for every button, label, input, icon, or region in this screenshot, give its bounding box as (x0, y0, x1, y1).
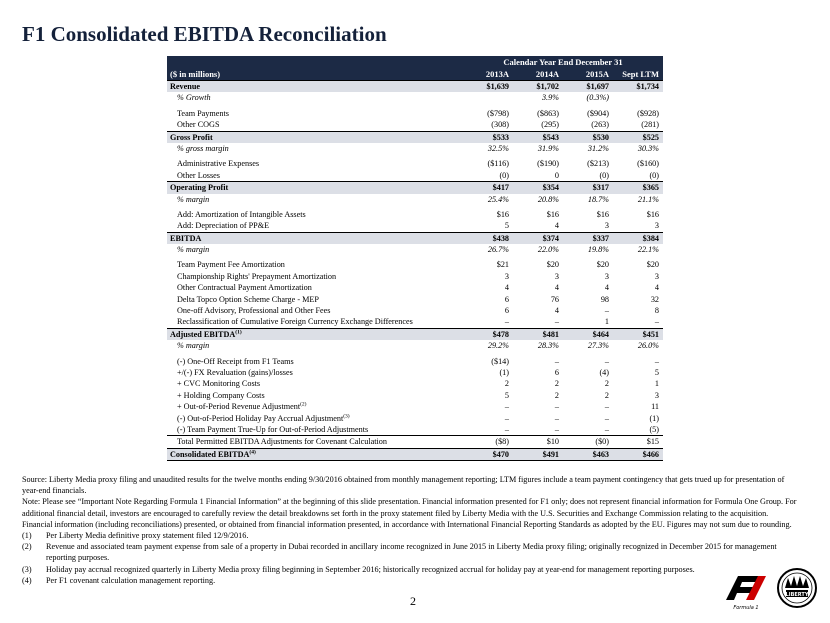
row-label-text: (-) Team Payment True-Up for Out-of-Period Adjustments (177, 424, 369, 434)
row-label-text: + CVC Monitoring Costs (177, 379, 261, 389)
table-row (167, 119, 663, 130)
row-label (167, 294, 463, 305)
cell-value: $525 (642, 132, 659, 142)
row-label-text: Consolidated EBITDA (170, 449, 250, 459)
row-label-text: (-) Out-of-Period Holiday Pay Accrual Adjustment (177, 413, 344, 423)
table-header-top (167, 56, 663, 68)
cell-value: (0) (599, 170, 609, 180)
table-row (167, 244, 663, 255)
page-title: F1 Consolidated EBITDA Reconciliation (22, 22, 387, 46)
cell-value: 4 (654, 283, 659, 293)
cell-value: ($116) (487, 159, 509, 169)
footnote (22, 530, 797, 541)
cell-value: – (504, 317, 509, 327)
cell-value: (263) (591, 120, 609, 130)
cell-value: 21.1% (637, 194, 659, 204)
row-label (167, 108, 463, 119)
cell-value: $417 (492, 183, 509, 193)
cell-value: $15 (646, 437, 659, 447)
row-label-text: Administrative Expenses (177, 159, 260, 169)
cell-value: 2 (604, 379, 609, 389)
source-note: Source: Liberty Media proxy filing and unaudited results for the twelve months ending 9/30/2016 obtained from monthly management reporting; LTM figures include a team payment contingency that gets trued up for presentation of year-end financials. (22, 475, 785, 496)
cell-value: 32.5% (487, 143, 509, 153)
table-row (167, 181, 663, 193)
cell-value: 4 (554, 283, 559, 293)
row-label-text: Delta Topco Option Scheme Charge - MEP (177, 294, 319, 304)
row-label (167, 271, 463, 282)
cell-value: ($863) (537, 108, 559, 118)
row-label (167, 143, 463, 154)
cell-value: – (604, 402, 609, 412)
row-label (167, 282, 463, 293)
unit-label: ($ in millions) (170, 69, 221, 79)
cell-value: – (504, 424, 509, 434)
row-label-text: EBITDA (170, 233, 202, 243)
row-label-text: Championship Rights' Prepayment Amortization (177, 271, 337, 281)
cell-value: $317 (592, 183, 609, 193)
row-label-text: +/(-) FX Revaluation (gains)/losses (177, 367, 293, 377)
cell-value: (308) (491, 120, 509, 130)
cell-value: $1,734 (636, 82, 659, 91)
row-label (167, 329, 463, 340)
cell-value: 5 (504, 221, 509, 231)
cell-value: (1) (499, 367, 509, 377)
cell-value: $16 (496, 209, 509, 219)
cell-value: – (504, 413, 509, 423)
row-label (167, 259, 463, 270)
row-label-text: Add: Amortization of Intangible Assets (177, 209, 306, 219)
liberty-logo-icon (776, 566, 818, 610)
row-label-text: + Holding Company Costs (177, 390, 265, 400)
cell-value: $1,697 (586, 82, 609, 91)
cell-value: 3 (504, 271, 509, 281)
cell-value: 11 (651, 402, 659, 412)
row-label (167, 378, 463, 389)
row-label (167, 119, 463, 130)
row-label-text: % gross margin (177, 143, 229, 153)
column-header: 2015A (585, 69, 609, 79)
row-label-text: Revenue (170, 82, 201, 91)
cell-value: 3 (654, 221, 659, 231)
cell-value: $1,702 (536, 82, 559, 91)
cell-value: 5 (504, 390, 509, 400)
table-row (167, 271, 663, 282)
cell-value: $463 (592, 449, 609, 459)
column-header: Sept LTM (622, 69, 659, 79)
row-label (167, 170, 463, 181)
row-label (167, 233, 463, 244)
cell-value: $384 (642, 233, 659, 243)
cell-value: $337 (592, 233, 609, 243)
cell-value: $451 (642, 329, 659, 339)
cell-value: $354 (542, 183, 559, 193)
cell-value: $466 (642, 449, 659, 459)
cell-value: 6 (554, 367, 559, 377)
cell-value: (0.3%) (586, 93, 609, 103)
cell-value: 32 (650, 294, 659, 304)
row-label (167, 401, 463, 412)
cell-value: 3 (654, 390, 659, 400)
row-label-text: % margin (177, 194, 210, 204)
cell-value: 6 (504, 306, 509, 316)
cell-value: – (604, 424, 609, 434)
row-label (167, 356, 463, 367)
row-label (167, 390, 463, 401)
footnote-number: (1) (22, 531, 32, 541)
cell-value: 2 (604, 390, 609, 400)
column-header: 2013A (485, 69, 509, 79)
cell-value: – (604, 356, 609, 366)
table-row (167, 220, 663, 231)
row-label-text: Adjusted EBITDA (170, 329, 236, 339)
cell-value: 30.3% (637, 143, 659, 153)
cell-value: $21 (496, 260, 509, 270)
footnote-ref: (3) (343, 412, 350, 419)
general-note: Note: Please see “Important Note Regarding Formula 1 Financial Information” at the beginning of this slide presentation. Financial information presented for F1 only; does not represent financial information for Formula One Group. For additional financial detail, investors are encouraged to carefully review the detail breakdowns set forth in the proxy statement filed by Liberty Media with the U.S. Securities and Exchange Commission relating to the acquisition. Financial information (including reconciliations) presented, or obtained from financial information presented, in accordance with International Financial Reporting Standards as adopted by the EU. Figures may not sum due to rounding. (22, 497, 797, 529)
cell-value: $438 (492, 233, 509, 243)
table-row (167, 316, 663, 327)
cell-value: 3 (604, 221, 609, 231)
cell-value: – (654, 317, 659, 327)
row-label (167, 316, 463, 327)
table-row (167, 390, 663, 401)
table-row (167, 259, 663, 270)
cell-value: ($8) (495, 437, 509, 447)
row-label (167, 367, 463, 378)
cell-value: 22.1% (637, 245, 659, 255)
cell-value: $533 (492, 132, 509, 142)
cell-value: 1 (604, 317, 609, 327)
row-label-text: % Growth (177, 93, 211, 103)
formula1-logo-icon (724, 570, 768, 612)
cell-value: 26.7% (487, 245, 509, 255)
cell-value: $20 (596, 260, 609, 270)
cell-value: 27.3% (587, 341, 609, 351)
table-row (167, 158, 663, 169)
row-label (167, 244, 463, 255)
table-row (167, 92, 663, 103)
column-header: 2014A (535, 69, 559, 79)
cell-value: – (554, 413, 559, 423)
cell-value: $10 (546, 437, 559, 447)
row-label (167, 209, 463, 220)
row-label-text: Other Losses (177, 170, 220, 180)
cell-value: $16 (596, 209, 609, 219)
row-label (167, 340, 463, 351)
cell-value: – (654, 356, 659, 366)
calendar-header: Calendar Year End December 31 (503, 57, 623, 67)
cell-value: $1,639 (486, 82, 509, 91)
footnote-number: (4) (22, 575, 32, 585)
cell-value: 26.0% (637, 341, 659, 351)
row-label (167, 194, 463, 205)
cell-value: 2 (554, 390, 559, 400)
cell-value: – (554, 402, 559, 412)
row-label (167, 413, 463, 424)
cell-value: ($904) (587, 108, 609, 118)
cell-value: ($0) (595, 437, 609, 447)
cell-value: 6 (504, 294, 509, 304)
table-row (167, 108, 663, 119)
table-row (167, 328, 663, 340)
footnote-number: (2) (22, 542, 32, 552)
footnote-text: Per Liberty Media definitive proxy statement filed 12/9/2016. (46, 531, 249, 541)
cell-value: 4 (504, 283, 509, 293)
cell-value: $16 (646, 209, 659, 219)
page-number: 2 (410, 594, 416, 608)
row-label-text: Other Contractual Payment Amortization (177, 283, 312, 293)
cell-value: $530 (592, 132, 609, 142)
cell-value: 3.9% (541, 93, 559, 103)
cell-value: $16 (546, 209, 559, 219)
cell-value: $470 (492, 449, 509, 459)
row-label-text: % margin (177, 245, 210, 255)
cell-value: 22.0% (537, 245, 559, 255)
row-label-text: Add: Depreciation of PP&E (177, 221, 270, 231)
cell-value: 98 (600, 294, 609, 304)
table-row (167, 170, 663, 181)
cell-value: 8 (654, 306, 659, 316)
cell-value: ($213) (587, 159, 609, 169)
table-row (167, 131, 663, 143)
table-row (167, 232, 663, 244)
cell-value: – (554, 317, 559, 327)
cell-value: 5 (654, 367, 659, 377)
cell-value: 3 (604, 271, 609, 281)
row-label (167, 92, 463, 103)
row-label (167, 424, 463, 435)
row-label-text: Team Payment Fee Amortization (177, 260, 285, 270)
footnote-text: Holiday pay accrual recognized quarterly in Liberty Media proxy filing beginning in September 2016; historically recognized accrual for holiday pay at year-end for management reporting purposes. (46, 564, 695, 574)
table-row (167, 401, 663, 412)
cell-value: ($928) (637, 108, 659, 118)
cell-value: 3 (654, 271, 659, 281)
cell-value: $491 (542, 449, 559, 459)
cell-value: 25.4% (487, 194, 509, 204)
row-label (167, 182, 463, 193)
footnote-text: Revenue and associated team payment expense from sale of a property in Dubai recorded in ancillary income recognized in June 2015 in Liberty Media proxy filing; originally recognized in December 2015 for management reporting purposes. (46, 542, 777, 563)
cell-value: ($798) (487, 108, 509, 118)
cell-value: 4 (554, 306, 559, 316)
row-label (167, 220, 463, 231)
row-label-text: One-off Advisory, Professional and Other Fees (177, 306, 331, 316)
row-label (167, 449, 463, 460)
footnote-text: Per F1 covenant calculation management reporting. (46, 575, 216, 585)
cell-value: (295) (541, 120, 559, 130)
cell-value: $543 (542, 132, 559, 142)
row-label-text: Team Payments (177, 108, 229, 118)
table-row (167, 413, 663, 424)
table-row (167, 80, 663, 92)
row-label (167, 132, 463, 143)
ebitda-table (167, 56, 663, 461)
table-row (167, 367, 663, 378)
cell-value: 4 (604, 283, 609, 293)
row-label (167, 436, 463, 447)
cell-value: $478 (492, 329, 509, 339)
table-row (167, 356, 663, 367)
cell-value: ($190) (537, 159, 559, 169)
table-row (167, 294, 663, 305)
row-label-text: Reclassification of Cumulative Foreign Currency Exchange Differences (177, 317, 413, 327)
footnote (22, 541, 797, 563)
cell-value: – (554, 356, 559, 366)
row-label (167, 81, 463, 92)
row-label (167, 305, 463, 316)
table-row (167, 305, 663, 316)
cell-value: (1) (649, 413, 659, 423)
footnote-number: (3) (22, 564, 32, 574)
table-row (167, 340, 663, 351)
cell-value (613, 92, 663, 103)
row-label (167, 158, 463, 169)
footnote-ref: (1) (235, 329, 242, 336)
table-row (167, 424, 663, 435)
cell-value: 28.3% (537, 341, 559, 351)
cell-value: 31.2% (587, 143, 609, 153)
table-header-columns (167, 68, 663, 80)
cell-value: $365 (642, 183, 659, 193)
cell-value: 29.2% (487, 341, 509, 351)
footnote (22, 564, 797, 575)
cell-value: (5) (649, 424, 659, 434)
row-label-text: Operating Profit (170, 183, 229, 193)
row-label-text: (-) One-Off Receipt from F1 Teams (177, 356, 294, 366)
cell-value: 4 (554, 221, 559, 231)
cell-value: 20.8% (537, 194, 559, 204)
cell-value: (281) (641, 120, 659, 130)
cell-value (463, 92, 513, 103)
cell-value: (0) (649, 170, 659, 180)
row-label-text: + Out-of-Period Revenue Adjustment (177, 402, 301, 412)
cell-value: ($160) (637, 159, 659, 169)
row-label-text: Gross Profit (170, 132, 213, 142)
table-row (167, 435, 663, 447)
cell-value: ($14) (491, 356, 509, 366)
liberty-logo-text: LIBERTY (785, 592, 809, 598)
cell-value: – (554, 424, 559, 434)
cell-value: – (604, 306, 609, 316)
cell-value: 3 (554, 271, 559, 281)
formula1-logo-text: Formula 1 (733, 605, 759, 611)
cell-value: 2 (504, 379, 509, 389)
notes-section (22, 474, 797, 586)
cell-value: $20 (546, 260, 559, 270)
cell-value: 19.8% (587, 245, 609, 255)
cell-value: – (504, 402, 509, 412)
table-row (167, 378, 663, 389)
table-row (167, 209, 663, 220)
cell-value: 76 (550, 294, 559, 304)
table-row (167, 448, 663, 461)
table-row (167, 194, 663, 205)
row-label-text: % margin (177, 341, 210, 351)
cell-value: $464 (592, 329, 609, 339)
table-row (167, 282, 663, 293)
table-body (167, 80, 663, 461)
cell-value: 0 (554, 170, 559, 180)
footnote-ref: (4) (249, 448, 256, 455)
table-row (167, 143, 663, 154)
row-label-text: Other COGS (177, 120, 220, 130)
cell-value: $374 (542, 233, 559, 243)
footnote-ref: (2) (300, 401, 307, 408)
footnote (22, 575, 797, 586)
cell-value: 31.9% (537, 143, 559, 153)
cell-value: – (604, 413, 609, 423)
cell-value: 1 (654, 379, 659, 389)
cell-value: $481 (542, 329, 559, 339)
cell-value: $20 (646, 260, 659, 270)
cell-value: (4) (599, 367, 609, 377)
cell-value: 2 (554, 379, 559, 389)
row-label-text: Total Permitted EBITDA Adjustments for Covenant Calculation (177, 437, 387, 447)
cell-value: (0) (499, 170, 509, 180)
cell-value: 18.7% (587, 194, 609, 204)
